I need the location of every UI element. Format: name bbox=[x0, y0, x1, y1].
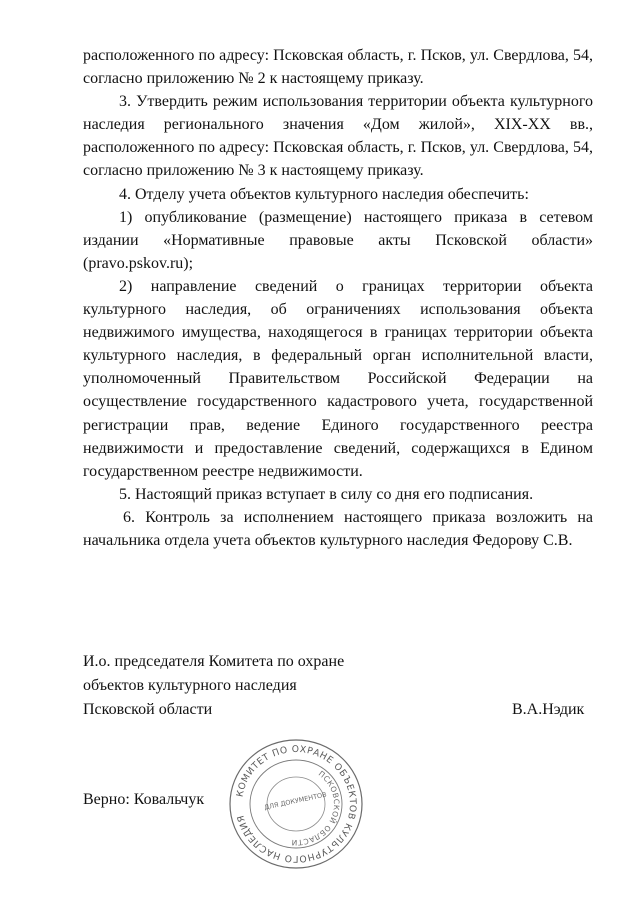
paragraph-item-4: 4. Отделу учета объектов культурного наследия обеспечить: bbox=[119, 185, 529, 203]
paragraph-address-end: расположенного по адресу: Псковская область, г. Псков, ул. Свердлова, 54, согласно приложению № 2 к настоящему приказу. bbox=[83, 47, 593, 88]
signer-position-line-2: объектов культурного наследия bbox=[83, 677, 297, 694]
signer-position-line-1: И.о. председателя Комитета по охране bbox=[83, 653, 345, 670]
certified-copy-note: Верно: Ковальчук bbox=[83, 791, 205, 808]
seal-inner-text: ПСКОВСКОЙ ОБЛАСТИ bbox=[291, 769, 342, 848]
seal-center-text: ДЛЯ ДОКУМЕНТОВ bbox=[263, 790, 328, 812]
signer-name: В.А.Нэдик bbox=[512, 701, 585, 718]
seal-outer-text: КОМИТЕТ ПО ОХРАНЕ ОБЪЕКТОВ КУЛЬТУРНОГО НАСЛЕДИЯ bbox=[234, 743, 359, 865]
paragraph-item-5: 5. Настоящий приказ вступает в силу со дня его подписания. bbox=[119, 485, 534, 503]
paragraph-item-3: 3. Утвердить режим использования территории объекта культурного наследия регионального значения «Дом жилой», XIX-XX вв., расположенного по адресу: Псковская область, г. Псков, ул. Свердлова, 54, согласно приложению № 3 к настоящему приказу. bbox=[83, 93, 593, 180]
signer-position-line-3: Псковской области bbox=[83, 701, 213, 718]
order-text bbox=[83, 44, 593, 552]
paragraph-subitem-1: 1) опубликование (размещение) настоящего приказа в сетевом издании «Нормативные правовые акты Псковской области» (pravo.pskov.ru); bbox=[83, 208, 593, 272]
paragraph-subitem-2: 2) направление сведений о границах территории объекта культурного наследия, об ограничениях использования объекта недвижимого имущества, находящегося в границах территории объекта культурного наследия, в федеральный орган исполнительной власти, уполномоченный Правительством Российской Федерации на осуществление государственного кадастрового учета, государственной регистрации прав, ведение Единого государственного реестра недвижимости и предоставление сведений, содержащихся в Едином государственном реестре недвижимости. bbox=[83, 277, 593, 480]
paragraph-item-6: 6. Контроль за исполнением настоящего приказа возложить на начальника отдела учета объектов культурного наследия Федорову С.В. bbox=[83, 508, 593, 549]
official-seal bbox=[226, 736, 366, 872]
svg-text:ПСКОВСКОЙ ОБЛАСТИ bbox=[291, 769, 341, 847]
signature-block bbox=[83, 650, 344, 722]
